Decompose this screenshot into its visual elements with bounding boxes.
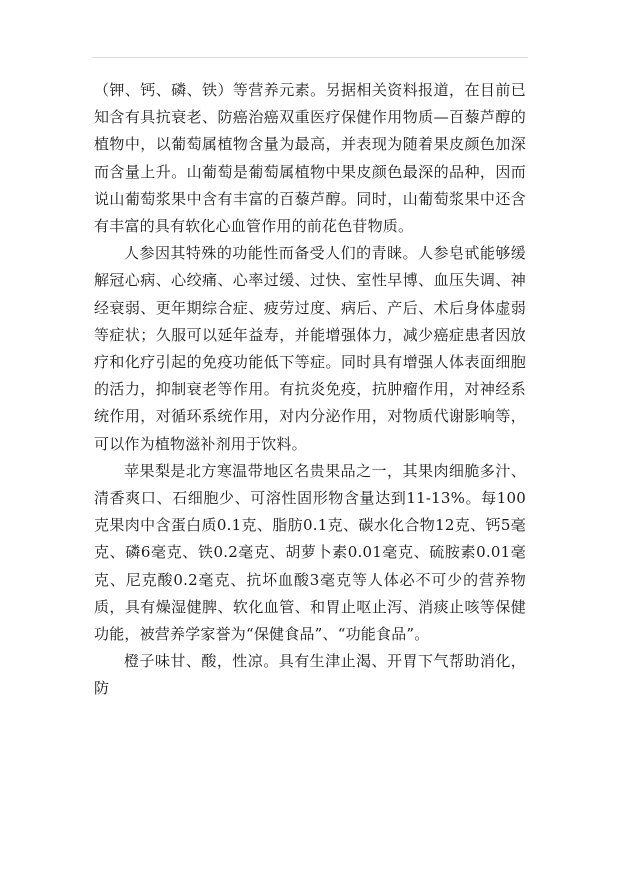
paragraph-ginseng: 人参因其特殊的功能性而备受人们的青睐。人参皂甙能够缓解冠心病、心绞痛、心率过缓、过快、室性早博、血压失调、神经衰弱、更年期综合症、疲劳过度、病后、产后、术后身体虚弱等症状；久服可以延年益寿，并能增强体力，减少癌症患者因放疗和化疗引起的免疫功能低下等症。同时具有增强人体表面细胞的活力，抑制衰老等作用。有抗炎免疫，抗肿瘤作用，对神经系统作用，对循环系统作用，对内分泌作用，对物质代谢影响等，可以作为植物滋补剂用于饮料。 bbox=[94, 244, 526, 453]
paragraph-grape-nutrients: （钾、钙、磷、铁）等营养元素。另据相关资料报道，在目前已知含有具抗衰老、防癌治癌双重医疗保健作用物质—百藜芦醇的植物中，以葡萄属植物含量为最高，并表现为随着果皮颜色加深而含量上升。山葡萄是葡萄属植物中果皮颜色最深的品种，因而说山葡萄浆果中含有丰富的百藜芦醇。同时，山葡萄浆果中还含有丰富的具有软化心血管作用的前花色苷物质。 bbox=[94, 81, 526, 236]
paragraph-apple-pear: 苹果梨是北方寒温带地区名贵果品之一，其果肉细脆多汁、清香爽口、石细胞少、可溶性固形物含量达到11-13%。每100克果肉中含蛋白质0.1克、脂肪0.1克、碳水化合物12克、钙5毫克、磷6毫克、铁0.2毫克、胡萝卜素0.01毫克、硫胺素0.01毫克、尼克酸0.2毫克、抗坏血酸3毫克等人体必不可少的营养物质，具有燥湿健脾、软化血管、和胃止呕止泻、消痰止咳等保健功能，被营养学家誉为“保健食品”、“功能食品”。 bbox=[94, 461, 526, 644]
document-body bbox=[94, 77, 526, 703]
paragraph-orange: 橙子味甘、酸，性凉。具有生津止渴、开胃下气帮助消化，防 bbox=[94, 652, 526, 698]
header-rule bbox=[92, 57, 528, 58]
